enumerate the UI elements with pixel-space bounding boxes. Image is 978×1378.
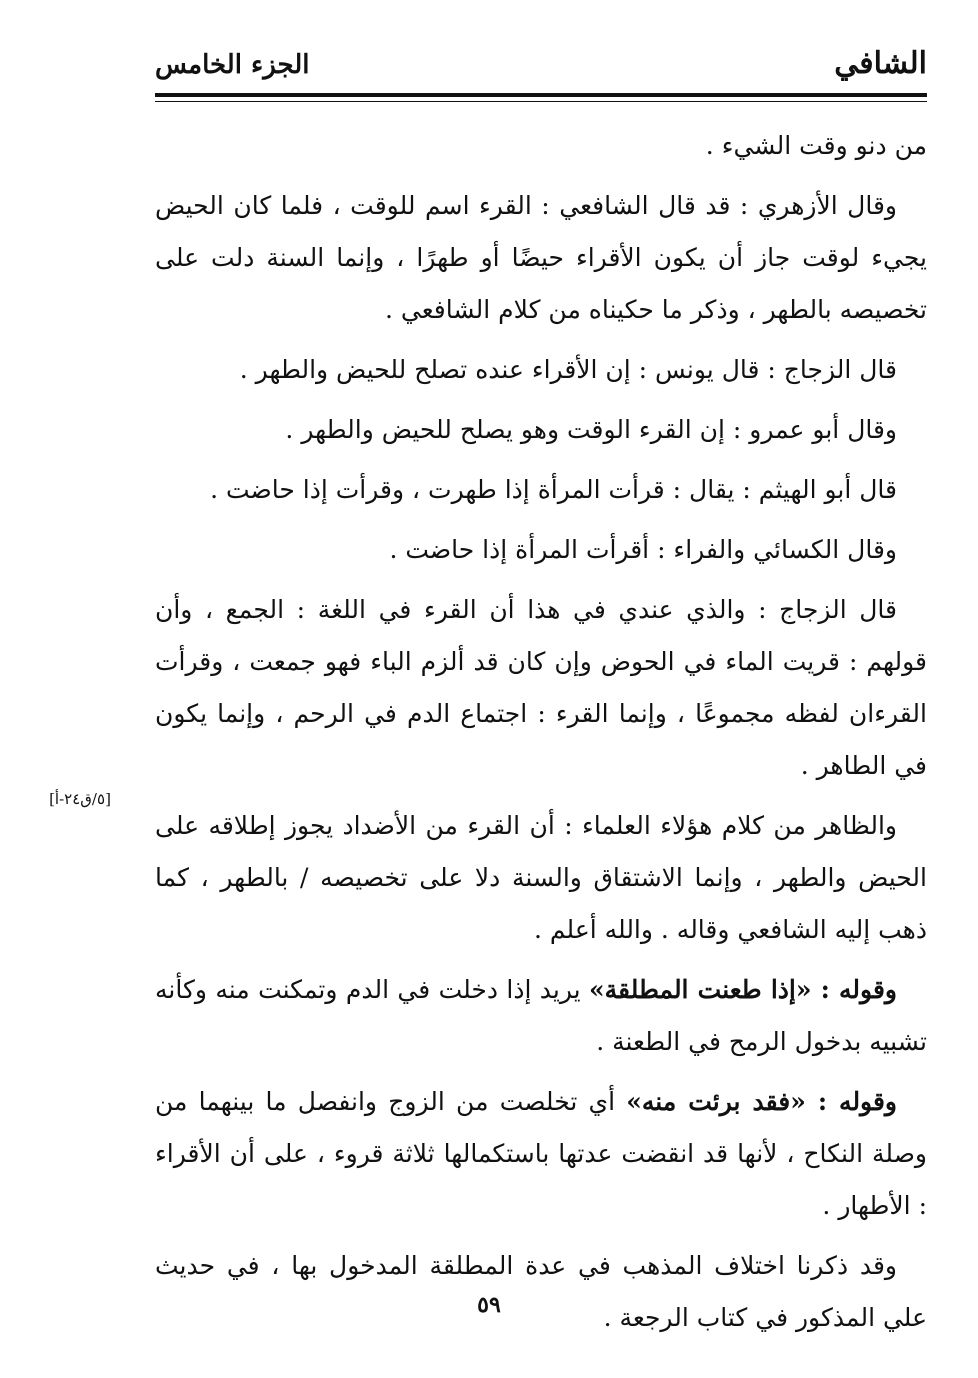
paragraph-8: والظاهر من كلام هؤلاء العلماء : أن القرء من الأضداد يجوز إطلاقه على الحيض والطهر ، وإنما الاشتقاق والسنة دلا على تخصيصه / بالطهر ، كما ذهب إليه الشافعي وقاله . والله أعلم . (155, 811, 927, 944)
paragraph-9-lead: وقوله : «إذا طعنت المطلقة» (589, 975, 897, 1004)
paragraph-7: قال الزجاج : والذي عندي في هذا أن القرء في اللغة : الجمع ، وأن قولهم : قريت الماء في الحوض وإن كان قد ألزم الباء فهو جمعت ، وقرأت القرءان لفظه مجموعًا ، وإنما القرء : اجتماع الدم في الرحم ، وإنما يكون في الطاهر . (155, 595, 927, 780)
paragraph-5: قال أبو الهيثم : يقال : قرأت المرأة إذا طهرت ، وقرأت إذا حاضت . (210, 475, 897, 504)
paragraph-2: وقال الأزهري : قد قال الشافعي : القرء اسم للوقت ، فلما كان الحيض يجيء لوقت جاز أن يكون الأقراء حيضًا أو طهرًا ، وإنما السنة دلت على تخصيصه بالطهر ، وذكر ما حكيناه من كلام الشافعي . (155, 191, 927, 324)
manuscript-folio-note: [٥/ق٢٤-أ] (49, 790, 111, 808)
page-number: ٥٩ (477, 1292, 501, 1318)
paragraph-11: وقد ذكرنا اختلاف المذهب في عدة المطلقة المدخول بها ، في حديث علي المذكور في كتاب الرجعة . (155, 1251, 927, 1332)
header-rule-thin (155, 101, 927, 102)
paragraph-3: قال الزجاج : قال يونس : إن الأقراء عنده تصلح للحيض والطهر . (239, 355, 897, 384)
paragraph-6: وقال الكسائي والفراء : أقرأت المرأة إذا حاضت . (389, 535, 897, 564)
paragraph-10 (155, 1076, 927, 1232)
paragraph-9 (155, 964, 927, 1068)
header-rule-thick (155, 93, 927, 97)
volume-title: الجزء الخامس (155, 50, 310, 80)
running-header (155, 44, 927, 94)
paragraph-10-text: أي تخلصت من الزوج وانفصل ما بينهما من وصلة النكاح ، لأنها قد انقضت عدتها باستكمالها ثلاثة قروء ، على أن الأقراء : الأطهار . (155, 1087, 927, 1220)
page-body (155, 120, 927, 1352)
paragraph-1: من دنو وقت الشيء . (705, 131, 927, 160)
paragraph-9-text: يريد إذا دخلت في الدم وتمكنت منه وكأنه تشبيه بدخول الرمح في الطعنة . (155, 975, 927, 1056)
paragraph-10-lead: وقوله : «فقد برئت منه» (626, 1087, 897, 1116)
book-title: الشافي (834, 46, 927, 81)
paragraph-4: وقال أبو عمرو : إن القرء الوقت وهو يصلح للحيض والطهر . (285, 415, 897, 444)
